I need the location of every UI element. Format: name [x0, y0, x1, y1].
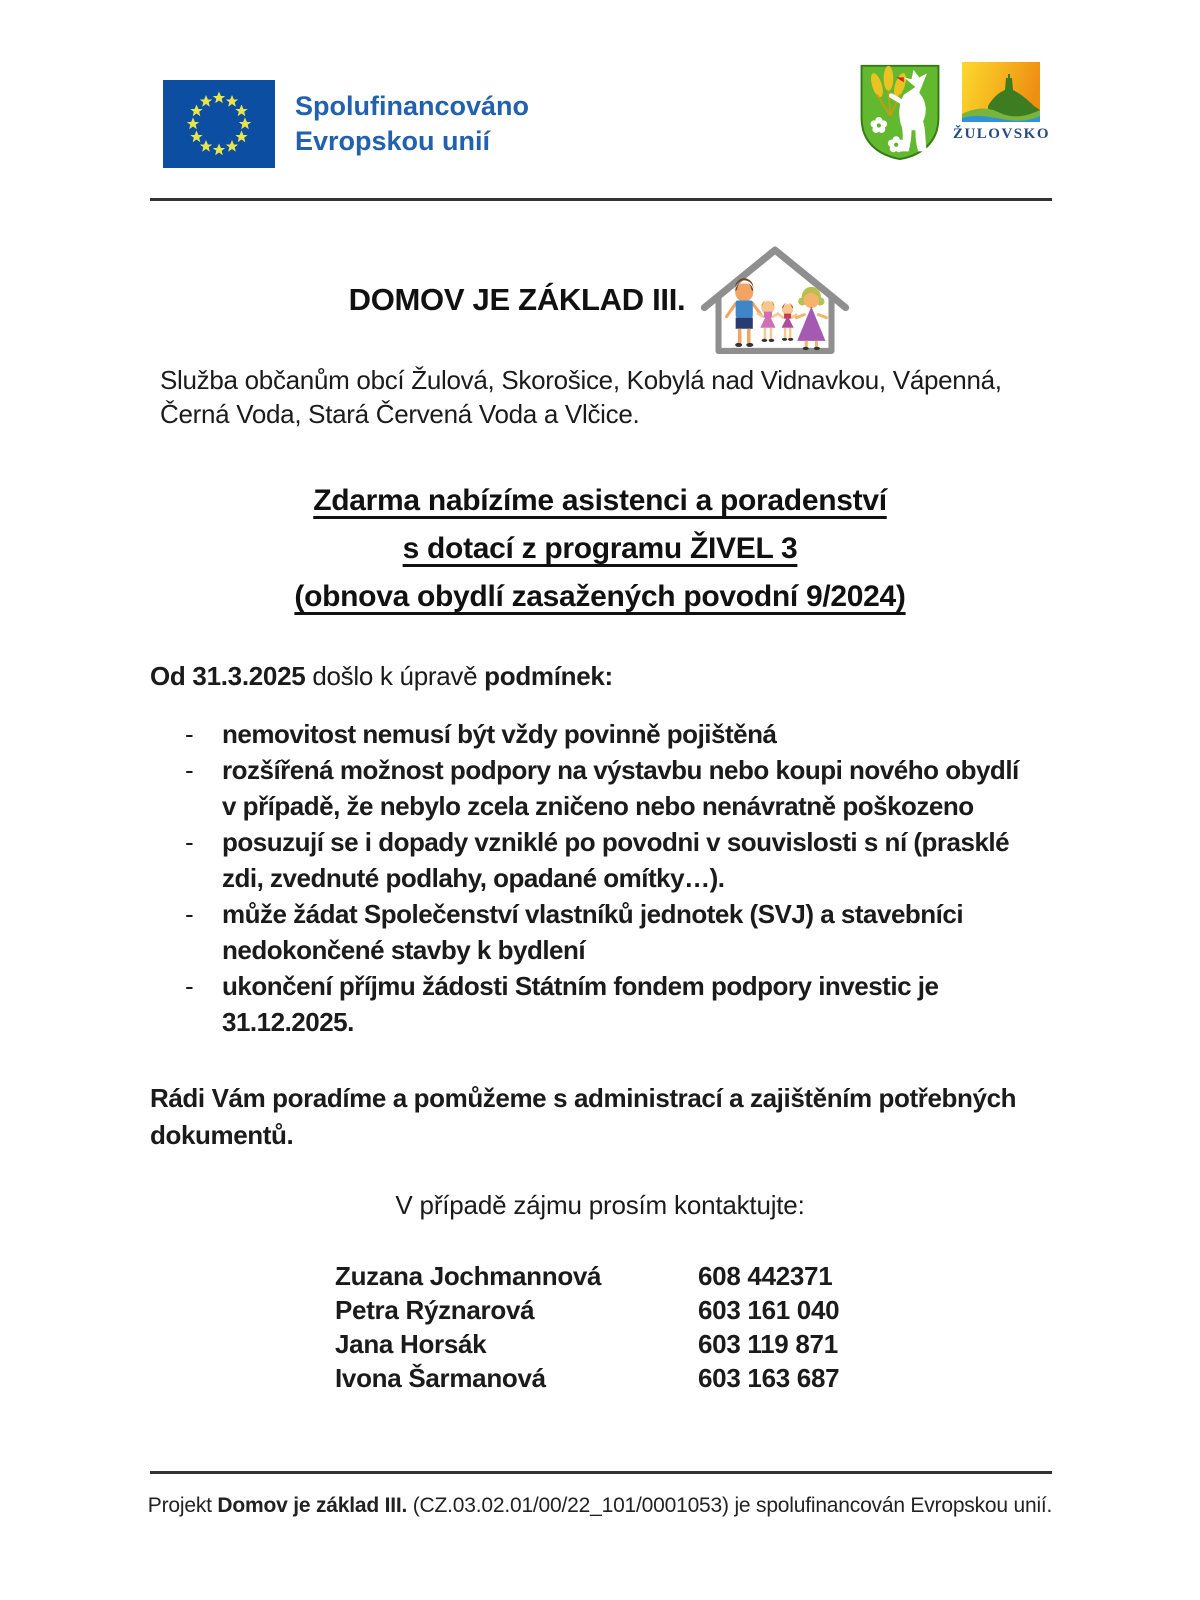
list-item-text: může žádat Společenství vlastníků jednotek (SVJ) a stavebníci nedokončené stavby k bydlení — [222, 899, 964, 965]
closing-paragraph: Rádi Vám poradíme a pomůžeme s administrací a zajištěním potřebných dokumentů. — [150, 1083, 1017, 1150]
bullet-dash: - — [185, 755, 194, 785]
list-item — [150, 968, 1050, 1040]
contact-phone: 603 163 687 — [698, 1363, 840, 1393]
list-item — [150, 824, 1050, 896]
table-row — [335, 1293, 1200, 1327]
bullet-dash: - — [185, 899, 194, 929]
footer-project-name: Domov je základ III. — [217, 1494, 408, 1517]
municipality-logos — [855, 62, 1050, 162]
conditions-lead — [150, 661, 1050, 692]
zulovsko-logo — [953, 62, 1050, 143]
table-row — [335, 1327, 1200, 1361]
coat-of-arms-icon — [855, 62, 945, 162]
bullet-dash: - — [185, 971, 194, 1001]
list-item-text: rozšířená možnost podpory na výstavbu nebo koupi nového obydlí v případě, že nebylo zcela zničeno nebo nenávratně poškozeno — [222, 755, 1019, 821]
offer-heading-line3: (obnova obydlí zasažených povodní 9/2024) — [294, 580, 906, 613]
contact-name: Petra Rýznarová — [335, 1295, 535, 1325]
eu-funding-line2: Evropskou unií — [295, 126, 491, 156]
eu-flag-icon — [163, 80, 275, 168]
table-row — [335, 1259, 1200, 1293]
conditions-lead-middle: došlo k úpravě — [305, 661, 485, 691]
footer-note — [0, 1494, 1200, 1518]
conditions-lead-end: podmínek: — [484, 661, 613, 691]
offer-heading — [0, 477, 1200, 621]
offer-heading-line2: s dotací z programu ŽIVEL 3 — [402, 532, 798, 565]
contact-name: Zuzana Jochmannová — [335, 1261, 602, 1291]
footer-suffix: (CZ.03.02.01/00/22_101/0001053) je spolufinancován Evropskou unií. — [407, 1494, 1053, 1517]
list-item — [150, 896, 1050, 968]
table-row — [335, 1361, 1200, 1395]
list-item-text: ukončení příjmu žádosti Státním fondem podpory investic je 31.12.2025. — [222, 971, 939, 1037]
zulovsko-label: ŽULOVSKO — [952, 126, 1050, 142]
list-item — [150, 752, 1050, 824]
eu-funding-line1: Spolufinancováno — [295, 90, 530, 121]
contact-prompt: V případě zájmu prosím kontaktujte: — [395, 1190, 805, 1220]
intro-paragraph: Služba občanům obcí Žulová, Skorošice, Kobylá nad Vidnavkou, Vápenná, Černá Voda, Stará Červená Voda a Vlčice. — [160, 365, 1002, 429]
bullet-dash: - — [185, 719, 194, 749]
list-item — [150, 716, 1050, 752]
conditions-list — [150, 716, 1050, 1040]
footer-prefix: Projekt — [147, 1494, 218, 1517]
eu-funding-text — [295, 89, 529, 159]
bullet-dash: - — [185, 827, 194, 857]
conditions-lead-date: Od 31.3.2025 — [150, 661, 306, 691]
top-divider — [150, 198, 1052, 201]
eu-funding-block — [163, 80, 529, 168]
contact-table — [335, 1259, 1200, 1395]
list-item-text: nemovitost nemusí být vždy povinně pojištěná — [222, 719, 777, 749]
contact-name: Jana Horsák — [335, 1329, 487, 1359]
contact-phone: 603 119 871 — [698, 1329, 838, 1359]
header — [0, 0, 1200, 168]
list-item-text: posuzují se i dopady vzniklé po povodni v souvislosti s ní (prasklé zdi, zvednuté podlahy, opadané omítky…). — [222, 827, 1010, 893]
contact-phone: 603 161 040 — [698, 1295, 840, 1325]
page-title: DOMOV JE ZÁKLAD III. — [348, 282, 686, 317]
bottom-divider — [150, 1471, 1052, 1474]
contact-phone: 608 442371 — [698, 1261, 833, 1291]
title-row — [0, 243, 1200, 357]
offer-heading-line1: Zdarma nabízíme asistenci a poradenství — [313, 484, 887, 517]
house-family-icon — [699, 243, 851, 357]
contact-name: Ivona Šarmanová — [335, 1363, 546, 1393]
